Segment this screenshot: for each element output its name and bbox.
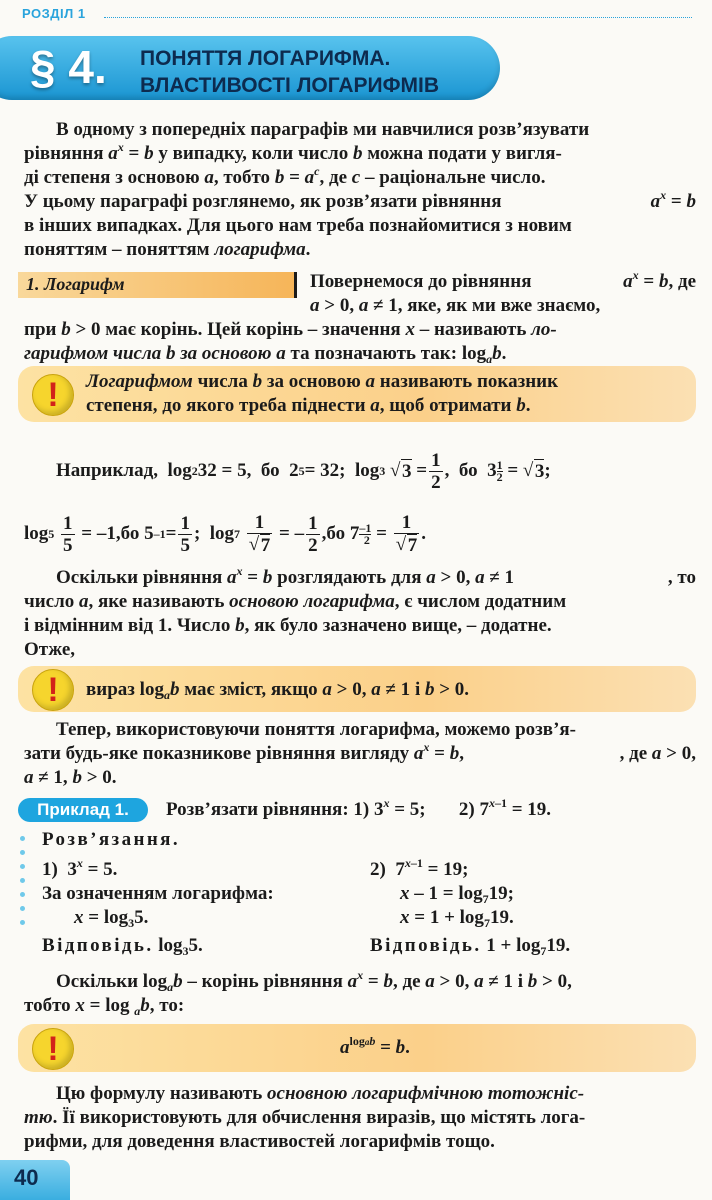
para2-line: Отже,	[24, 639, 76, 660]
definition-text: Логарифмом числа b за основою a називають показник	[86, 371, 559, 392]
solution-dots	[20, 836, 25, 934]
para5-line: тю. Її використовують для обчислення виразів, що містять лога-	[24, 1107, 586, 1128]
para5-line: Цю формулу називають основною логарифмічною тотожніс-	[56, 1083, 585, 1104]
title-line-1: ПОНЯТТЯ ЛОГАРИФМА.	[140, 47, 391, 70]
examples-row: log 5 $\frac{1}{5}$ = –1, бо 5 –1 = $\frac{1}{5}$ ; log 7 1 √ 7 = – $\frac{1}{2}$ , бо 7 –1 2 = 1 √ 7 .	[24, 506, 426, 562]
solution-heading: Розв’язання.	[42, 829, 180, 850]
exclamation-icon: !	[32, 374, 74, 416]
para3-line: a ≠ 1, b > 0.	[24, 767, 117, 788]
condition-text: вираз $\log_ab$ має зміст, якщо a > 0, a ≠ 1 і b > 0.	[86, 679, 470, 702]
exclamation-icon: !	[32, 1028, 74, 1070]
subsection-label: 1. Логарифм	[26, 274, 125, 294]
section-header: РОЗДІЛ 1	[22, 6, 86, 21]
examples-row: Наприклад, log 2 32 = 5, бо 2 5 = 32; log 3 √ 3 = $\frac{1}{2}$ , бо 3 1 2 = √ 3 ;	[56, 446, 551, 496]
intro-line: рівняння $a^x = b$ у випадку, коли число b можна подати у вигля-	[24, 140, 562, 164]
page-title	[140, 45, 439, 99]
para5-line: рифми, для доведення властивостей логарифмів тощо.	[24, 1131, 495, 1152]
exclamation-icon: !	[32, 669, 74, 711]
para2-line: і відмінним від 1. Число b, як було зазначено вище, – додатне.	[24, 615, 552, 636]
intro-line: В одному з попередніх параграфів ми навчилися розв’язувати	[56, 119, 590, 140]
intro-line: У цьому параграфі розглянемо, як розв’язати рівняння $a^x = b$	[24, 188, 696, 212]
solution-step: 1) $3^x = 5$.	[42, 856, 118, 880]
intro-line: в інших випадках. Для цього нам треба познайомитися з новим	[24, 215, 572, 236]
section-number: § 4.	[30, 41, 107, 93]
page-number: 40	[14, 1165, 39, 1190]
para3-line: Тепер, використовуючи поняття логарифма, можемо розв’я-	[56, 719, 577, 740]
intro-line: ді степеня з основою a, тобто $b = a^c$, де c – раціональне число.	[24, 164, 546, 188]
para2-line: число a, яке називають основою логарифма, є числом додатним	[24, 591, 567, 612]
solution-step: 2) $7^{x-1} = 19$;	[370, 856, 469, 880]
example-badge: Приклад 1.	[18, 798, 148, 822]
para4-line: Оскільки $\log_ab$ – корінь рівняння $a^x = b$, де a > 0, a ≠ 1 і b > 0,	[56, 968, 572, 994]
identity-formula: $a^{logab} = b$.	[340, 1034, 410, 1058]
def-lead-line: Повернемося до рівняння $a^x = b$, де	[310, 268, 696, 292]
header-rule	[104, 17, 692, 18]
def-lead-line: гарифмом числа b за основою a та позначають так: $\log_ab$.	[24, 343, 507, 366]
intro-line: поняттям – поняттям логарифма.	[24, 239, 311, 260]
para3-line: зати будь-яке показникове рівняння вигляду $a^x = b$, , де a > 0,	[24, 740, 696, 764]
example-task: Розв’язати рівняння: 1) $3^x = 5$; 2) $7^{x-1} = 19$.	[166, 796, 552, 820]
solution-step: $x = \log_35$.	[74, 907, 149, 930]
solution-answer: Відповідь. $\log_35$.	[42, 935, 203, 958]
solution-step: $x = 1 + \log_719$.	[400, 907, 514, 930]
definition-text: степеня, до якого треба піднести a, щоб отримати b.	[86, 395, 531, 416]
solution-step: $x - 1 = \log_719$;	[400, 883, 514, 906]
def-lead-line: при b > 0 має корінь. Цей корінь – значення x – називають ло-	[24, 319, 557, 340]
solution-answer: Відповідь. $1 + \log_719$.	[370, 935, 571, 958]
solution-step: За означенням логарифма:	[42, 883, 274, 904]
para4-line: тобто x = log $_a$b, то:	[24, 995, 185, 1018]
title-line-2: ВЛАСТИВОСТІ ЛОГАРИФМІВ	[140, 74, 440, 97]
para2-line: Оскільки рівняння $a^x = b$ розглядають для a > 0, a ≠ 1 , то	[56, 564, 696, 588]
def-lead-line: a > 0, a ≠ 1, яке, як ми вже знаємо,	[310, 295, 601, 316]
intro-paragraph	[24, 118, 696, 262]
